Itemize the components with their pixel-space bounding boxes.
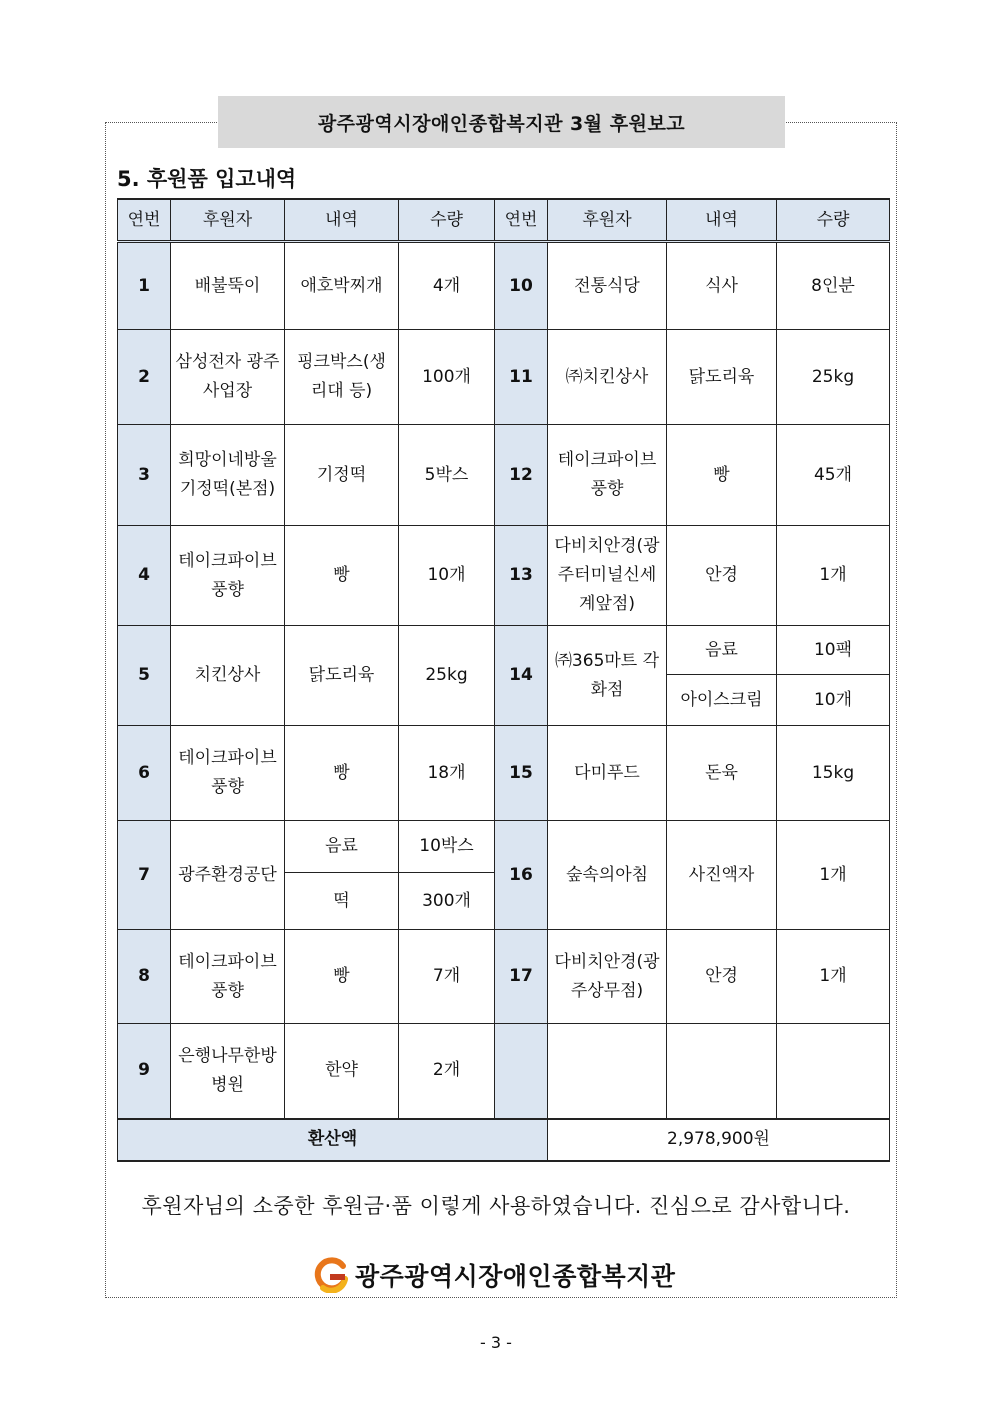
item-description: 음료 [285, 821, 399, 873]
entry-number: 16 [495, 821, 548, 930]
item-quantity: 100개 [399, 330, 495, 425]
item-quantity: 18개 [399, 726, 495, 821]
item-description: 돈육 [667, 726, 777, 821]
column-header: 수량 [399, 199, 495, 242]
organization-name: 광주광역시장애인종합복지관 [355, 1262, 676, 1291]
item-description: 한약 [285, 1024, 399, 1119]
donor-name: ㈜치킨상사 [548, 330, 667, 425]
item-quantity: 10개 [399, 526, 495, 626]
item-quantity: 15kg [777, 726, 890, 821]
entry-number: 14 [495, 626, 548, 726]
entry-number [495, 1024, 548, 1119]
entry-number: 15 [495, 726, 548, 821]
item-quantity: 25kg [399, 626, 495, 726]
entry-number: 1 [118, 242, 171, 330]
table-row [118, 726, 890, 821]
donor-name: 광주환경공단 [171, 821, 285, 930]
donor-name: 다미푸드 [548, 726, 667, 821]
item-quantity: 8인분 [777, 242, 890, 330]
thanks-message: 후원자님의 소중한 후원금·품 이렇게 사용하였습니다. 진심으로 감사합니다. [141, 1194, 851, 1218]
item-description: 닭도리육 [667, 330, 777, 425]
table-header-row [118, 199, 890, 242]
item-description: 사진액자 [667, 821, 777, 930]
item-description: 닭도리육 [285, 626, 399, 726]
item-description: 아이스크림 [667, 675, 777, 726]
column-header: 연번 [495, 199, 548, 242]
donation-table [117, 198, 890, 1162]
item-quantity: 300개 [399, 873, 495, 930]
donor-name: 테이크파이브 풍향 [171, 930, 285, 1024]
column-header: 후원자 [548, 199, 667, 242]
donor-name: 다비치안경(광주터미널신세계앞점) [548, 526, 667, 626]
donor-name: ㈜365마트 각화점 [548, 626, 667, 726]
item-quantity: 10팩 [777, 626, 890, 675]
item-description [667, 1024, 777, 1119]
item-description: 빵 [285, 930, 399, 1024]
item-description: 애호박찌개 [285, 242, 399, 330]
item-description: 안경 [667, 930, 777, 1024]
entry-number: 9 [118, 1024, 171, 1119]
column-header: 내역 [285, 199, 399, 242]
donor-name [548, 1024, 667, 1119]
entry-number: 5 [118, 626, 171, 726]
item-description: 기정떡 [285, 425, 399, 526]
donor-name: 치킨상사 [171, 626, 285, 726]
organization-logo [313, 1253, 675, 1297]
entry-number: 11 [495, 330, 548, 425]
entry-number: 13 [495, 526, 548, 626]
donor-name: 삼성전자 광주사업장 [171, 330, 285, 425]
item-quantity: 10박스 [399, 821, 495, 873]
item-description: 빵 [667, 425, 777, 526]
entry-number: 17 [495, 930, 548, 1024]
organization-logo-icon [313, 1257, 349, 1293]
donor-name: 숲속의아침 [548, 821, 667, 930]
report-title: 광주광역시장애인종합복지관 3월 후원보고 [218, 96, 785, 148]
donor-name: 테이크파이브 풍향 [548, 425, 667, 526]
item-quantity: 1개 [777, 526, 890, 626]
item-quantity: 7개 [399, 930, 495, 1024]
item-quantity: 1개 [777, 821, 890, 930]
donor-name: 희망이네방울기정떡(본점) [171, 425, 285, 526]
item-quantity: 4개 [399, 242, 495, 330]
donor-name: 테이크파이브 풍향 [171, 726, 285, 821]
item-description: 음료 [667, 626, 777, 675]
total-row [118, 1119, 890, 1161]
table-row [118, 626, 890, 675]
item-description: 안경 [667, 526, 777, 626]
donor-name: 전통식당 [548, 242, 667, 330]
entry-number: 6 [118, 726, 171, 821]
table-row [118, 930, 890, 1024]
item-quantity: 2개 [399, 1024, 495, 1119]
column-header: 내역 [667, 199, 777, 242]
item-quantity [777, 1024, 890, 1119]
donor-name: 다비치안경(광주상무점) [548, 930, 667, 1024]
column-header: 수량 [777, 199, 890, 242]
entry-number: 7 [118, 821, 171, 930]
item-quantity: 25kg [777, 330, 890, 425]
entry-number: 3 [118, 425, 171, 526]
item-description: 빵 [285, 726, 399, 821]
table-row [118, 821, 890, 873]
page-number: - 3 - [480, 1333, 512, 1352]
item-quantity: 10개 [777, 675, 890, 726]
entry-number: 8 [118, 930, 171, 1024]
donor-name: 배불뚝이 [171, 242, 285, 330]
item-quantity: 1개 [777, 930, 890, 1024]
table-row [118, 1024, 890, 1119]
entry-number: 12 [495, 425, 548, 526]
table-row [118, 330, 890, 425]
entry-number: 10 [495, 242, 548, 330]
entry-number: 4 [118, 526, 171, 626]
item-description: 식사 [667, 242, 777, 330]
table-row [118, 526, 890, 626]
entry-number: 2 [118, 330, 171, 425]
column-header: 후원자 [171, 199, 285, 242]
item-description: 떡 [285, 873, 399, 930]
item-description: 핑크박스(생리대 등) [285, 330, 399, 425]
item-description: 빵 [285, 526, 399, 626]
donor-name: 은행나무한방병원 [171, 1024, 285, 1119]
item-quantity: 45개 [777, 425, 890, 526]
donor-name: 테이크파이브 풍향 [171, 526, 285, 626]
column-header: 연번 [118, 199, 171, 242]
table-row [118, 425, 890, 526]
section-heading: 5. 후원품 입고내역 [117, 167, 297, 191]
total-value: 2,978,900원 [548, 1119, 890, 1161]
item-quantity: 5박스 [399, 425, 495, 526]
logo-bar [330, 1274, 345, 1280]
total-label: 환산액 [118, 1119, 548, 1161]
table-row [118, 242, 890, 330]
